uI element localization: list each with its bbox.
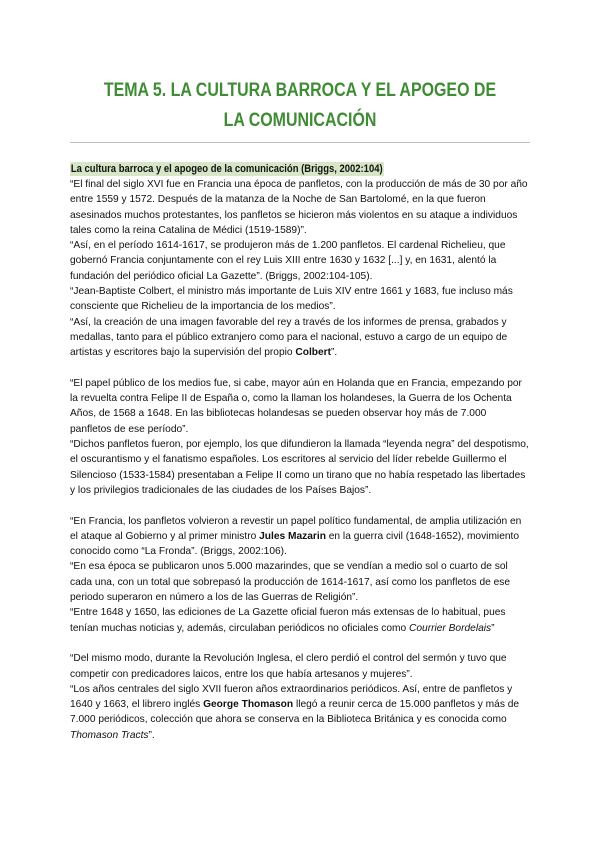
paragraph-7-text: “En Francia, los panfletos volvieron a revestir un papel político fundamental, de amplia utilización en el ataque al Gobierno y al primer ministro	[70, 515, 522, 542]
paragraph-10: “Del mismo modo, durante la Revolución Inglesa, el clero perdió el control del sermón y tuvo que competir con predicadores laicos, entre los que había artesanos y mujeres”.	[70, 653, 507, 680]
paragraph-8: “En esa época se publicaron unos 5.000 mazarindes, que se vendían a medio sol o cuarto de sol cada una, con un total que sobrepasó la producción de 1614-1617, así como los panfletos de ese periodo superaron en número a los de las Guerras de Religión”.	[70, 561, 511, 604]
name-george-thomason: George Thomason	[203, 699, 294, 711]
paragraph-9	[70, 605, 530, 636]
paragraph-4	[70, 315, 530, 361]
paragraph-4-text: “Así, la creación de una imagen favorable del rey a través de los informes de prensa, grabados y medallas, tanto para el público extranjero como para el nacional, estuvo a cargo de un equipo de artistas y escritores bajo la supervisión del propio	[70, 316, 508, 359]
paragraph-7	[70, 514, 530, 560]
paragraph-7-end: en la guerra civil (1648-1652), movimiento conocido como “La Fronda”. (Briggs, 2002:106).	[70, 530, 520, 558]
paragraph-9-text: “Entre 1648 y 1650, las ediciones de La Gazette oficial fueron más extensas de lo habitual, pues tenían muchas noticias y, además, circulaban periódicos no oficiales como	[70, 607, 506, 634]
name-colbert: Colbert	[295, 347, 332, 359]
paragraph-2: “Así, en el período 1614-1617, se produjeron más de 1.200 panfletos. El cardenal Richelieu, que gobernó Francia conjuntamente con el rey Luis XIII entre 1630 y 1632 [...] y, en 1631, alentó la fundación del periódico oficial La Gazette”. (Briggs, 2002:104-105).	[70, 240, 506, 282]
paragraph-9-end: ”	[491, 622, 495, 634]
title-thomason-tracts: Thomason Tracts	[70, 729, 149, 741]
paragraph-4-end: ”.	[331, 347, 338, 359]
paragraph-11-middle: llegó a reunir cerca de 15.000 panfletos y más de 7.000 periódicos, colección que ahora se conserva en la Biblioteca Británica y es conocida como	[70, 699, 520, 726]
name-mazarin: Jules Mazarin	[259, 530, 326, 542]
page-title: TEMA 5. LA CULTURA BARROCA Y EL APOGEO DE LA COMUNICACIÓN	[103, 80, 497, 131]
paragraph-6: “Dichos panfletos fueron, por ejemplo, los que difundieron la llamada “leyenda negra” del despotismo, el oscurantismo y el fanatismo españoles. Los escritores al servicio del líder rebelde Guillermo el Silencioso (1533-1584) presentaban a Felipe II como un tirano que no había respetado las libertades y los privilegios tradicionales de las ciudades de los Países Bajos”.	[70, 439, 529, 496]
body-text	[70, 177, 530, 743]
title-divider	[70, 142, 530, 143]
paragraph-11-text: “Los años centrales del siglo XVII fueron años extraordinarios periódicos. Así, entre de panfletos y 1640 y 1663, el librero inglés	[70, 683, 513, 711]
section-heading: La cultura barroca y el apogeo de la comunicación (Briggs, 2002:104)	[70, 163, 383, 175]
paragraph-11-end: ”.	[148, 729, 155, 741]
title-courrier-bordelais: Courrier Bordelais	[409, 622, 492, 634]
paragraph-1: “El final del siglo XVI fue en Francia una época de panfletos, con la producción de más de 30 por año entre 1559 y 1572. Después de la matanza de la Noche de San Bartolomé, en la que fueron asesinados muchos protestantes, los panfletos se hicieron más violentos en su ataque a individuos tales como la reina Catalina de Médici (1519-1589)”.	[70, 179, 528, 236]
paragraph-3: “Jean-Baptiste Colbert, el ministro más importante de Luis XIV entre 1661 y 1683, fue incluso más consciente que Richelieu de la importancia de los medios”.	[70, 286, 513, 313]
paragraph-5: “El papel público de los medios fue, si cabe, mayor aún en Holanda que en Francia, empezando por la revuelta contra Felipe II de España o, como la llaman los holandeses, la Guerra de los Ochenta Años, de 1568 a 1648. En las bibliotecas holandesas se pueden observar hoy más de 7.000 panfletos de ese período”.	[70, 377, 522, 435]
paragraph-11	[70, 682, 530, 743]
